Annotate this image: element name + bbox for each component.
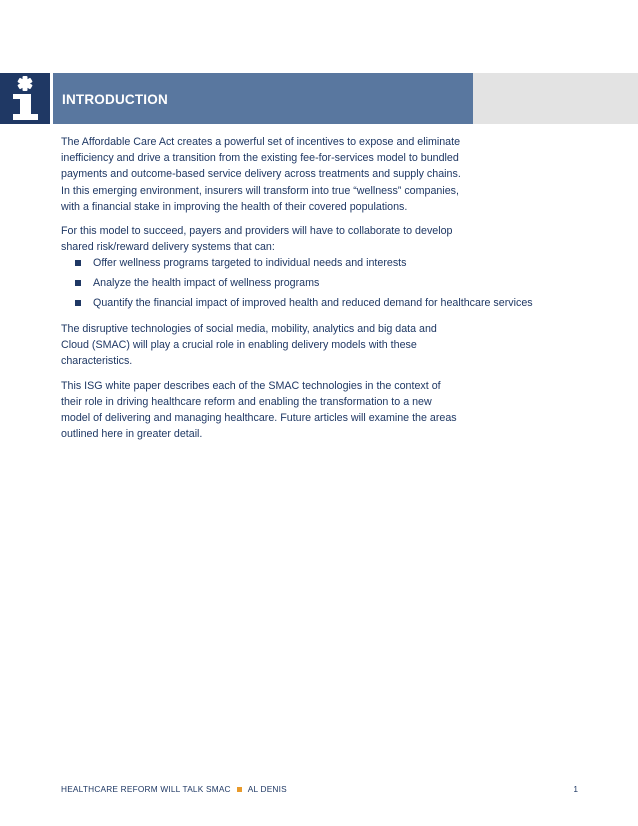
list-item-text: Quantify the financial impact of improved health and reduced demand for healthcare services [93,296,533,309]
main-content [61,134,621,450]
footer-separator-icon [237,787,242,792]
square-bullet-icon [75,280,81,286]
footer-title: HEALTHCARE REFORM WILL TALK SMAC [61,784,231,794]
paragraph-smac: The disruptive technologies of social media, mobility, analytics and big data and Cloud (SMAC) will play a crucial role in enabling delivery models with these characteristics. [61,323,437,368]
list-item [75,275,621,291]
title-band-accent [473,73,638,124]
paragraph-model: For this model to succeed, payers and providers will have to collaborate to develop shared risk/reward delivery systems that can: [61,225,453,254]
bullet-list [61,255,621,311]
footer [61,784,287,794]
page-number: 1 [573,784,578,794]
info-asterisk-icon [0,73,50,124]
list-item-text: Offer wellness programs targeted to individual needs and interests [93,257,407,270]
info-logo [0,73,50,124]
square-bullet-icon [75,300,81,306]
paragraph-intro: The Affordable Care Act creates a powerful set of incentives to expose and eliminate inefficiency and drive a transition from the existing fee-for-services model to bundled payments and outcome-based service delivery across treatments and supply chains. In this emerging environment, insurers will transform into true “wellness” companies, with a financial stake in improving the health of their covered populations. [61,136,461,213]
square-bullet-icon [75,260,81,266]
list-item [75,295,621,311]
list-item [75,255,621,271]
list-item-text: Analyze the health impact of wellness programs [93,277,320,290]
section-title: INTRODUCTION [62,92,168,107]
paragraph-paper: This ISG white paper describes each of the SMAC technologies in the context of their role in driving healthcare reform and enabling the transformation to a new model of delivering and managing healthcare. Future articles will examine the areas outlined here in greater detail. [61,379,457,441]
footer-author: AL DENIS [247,784,287,794]
